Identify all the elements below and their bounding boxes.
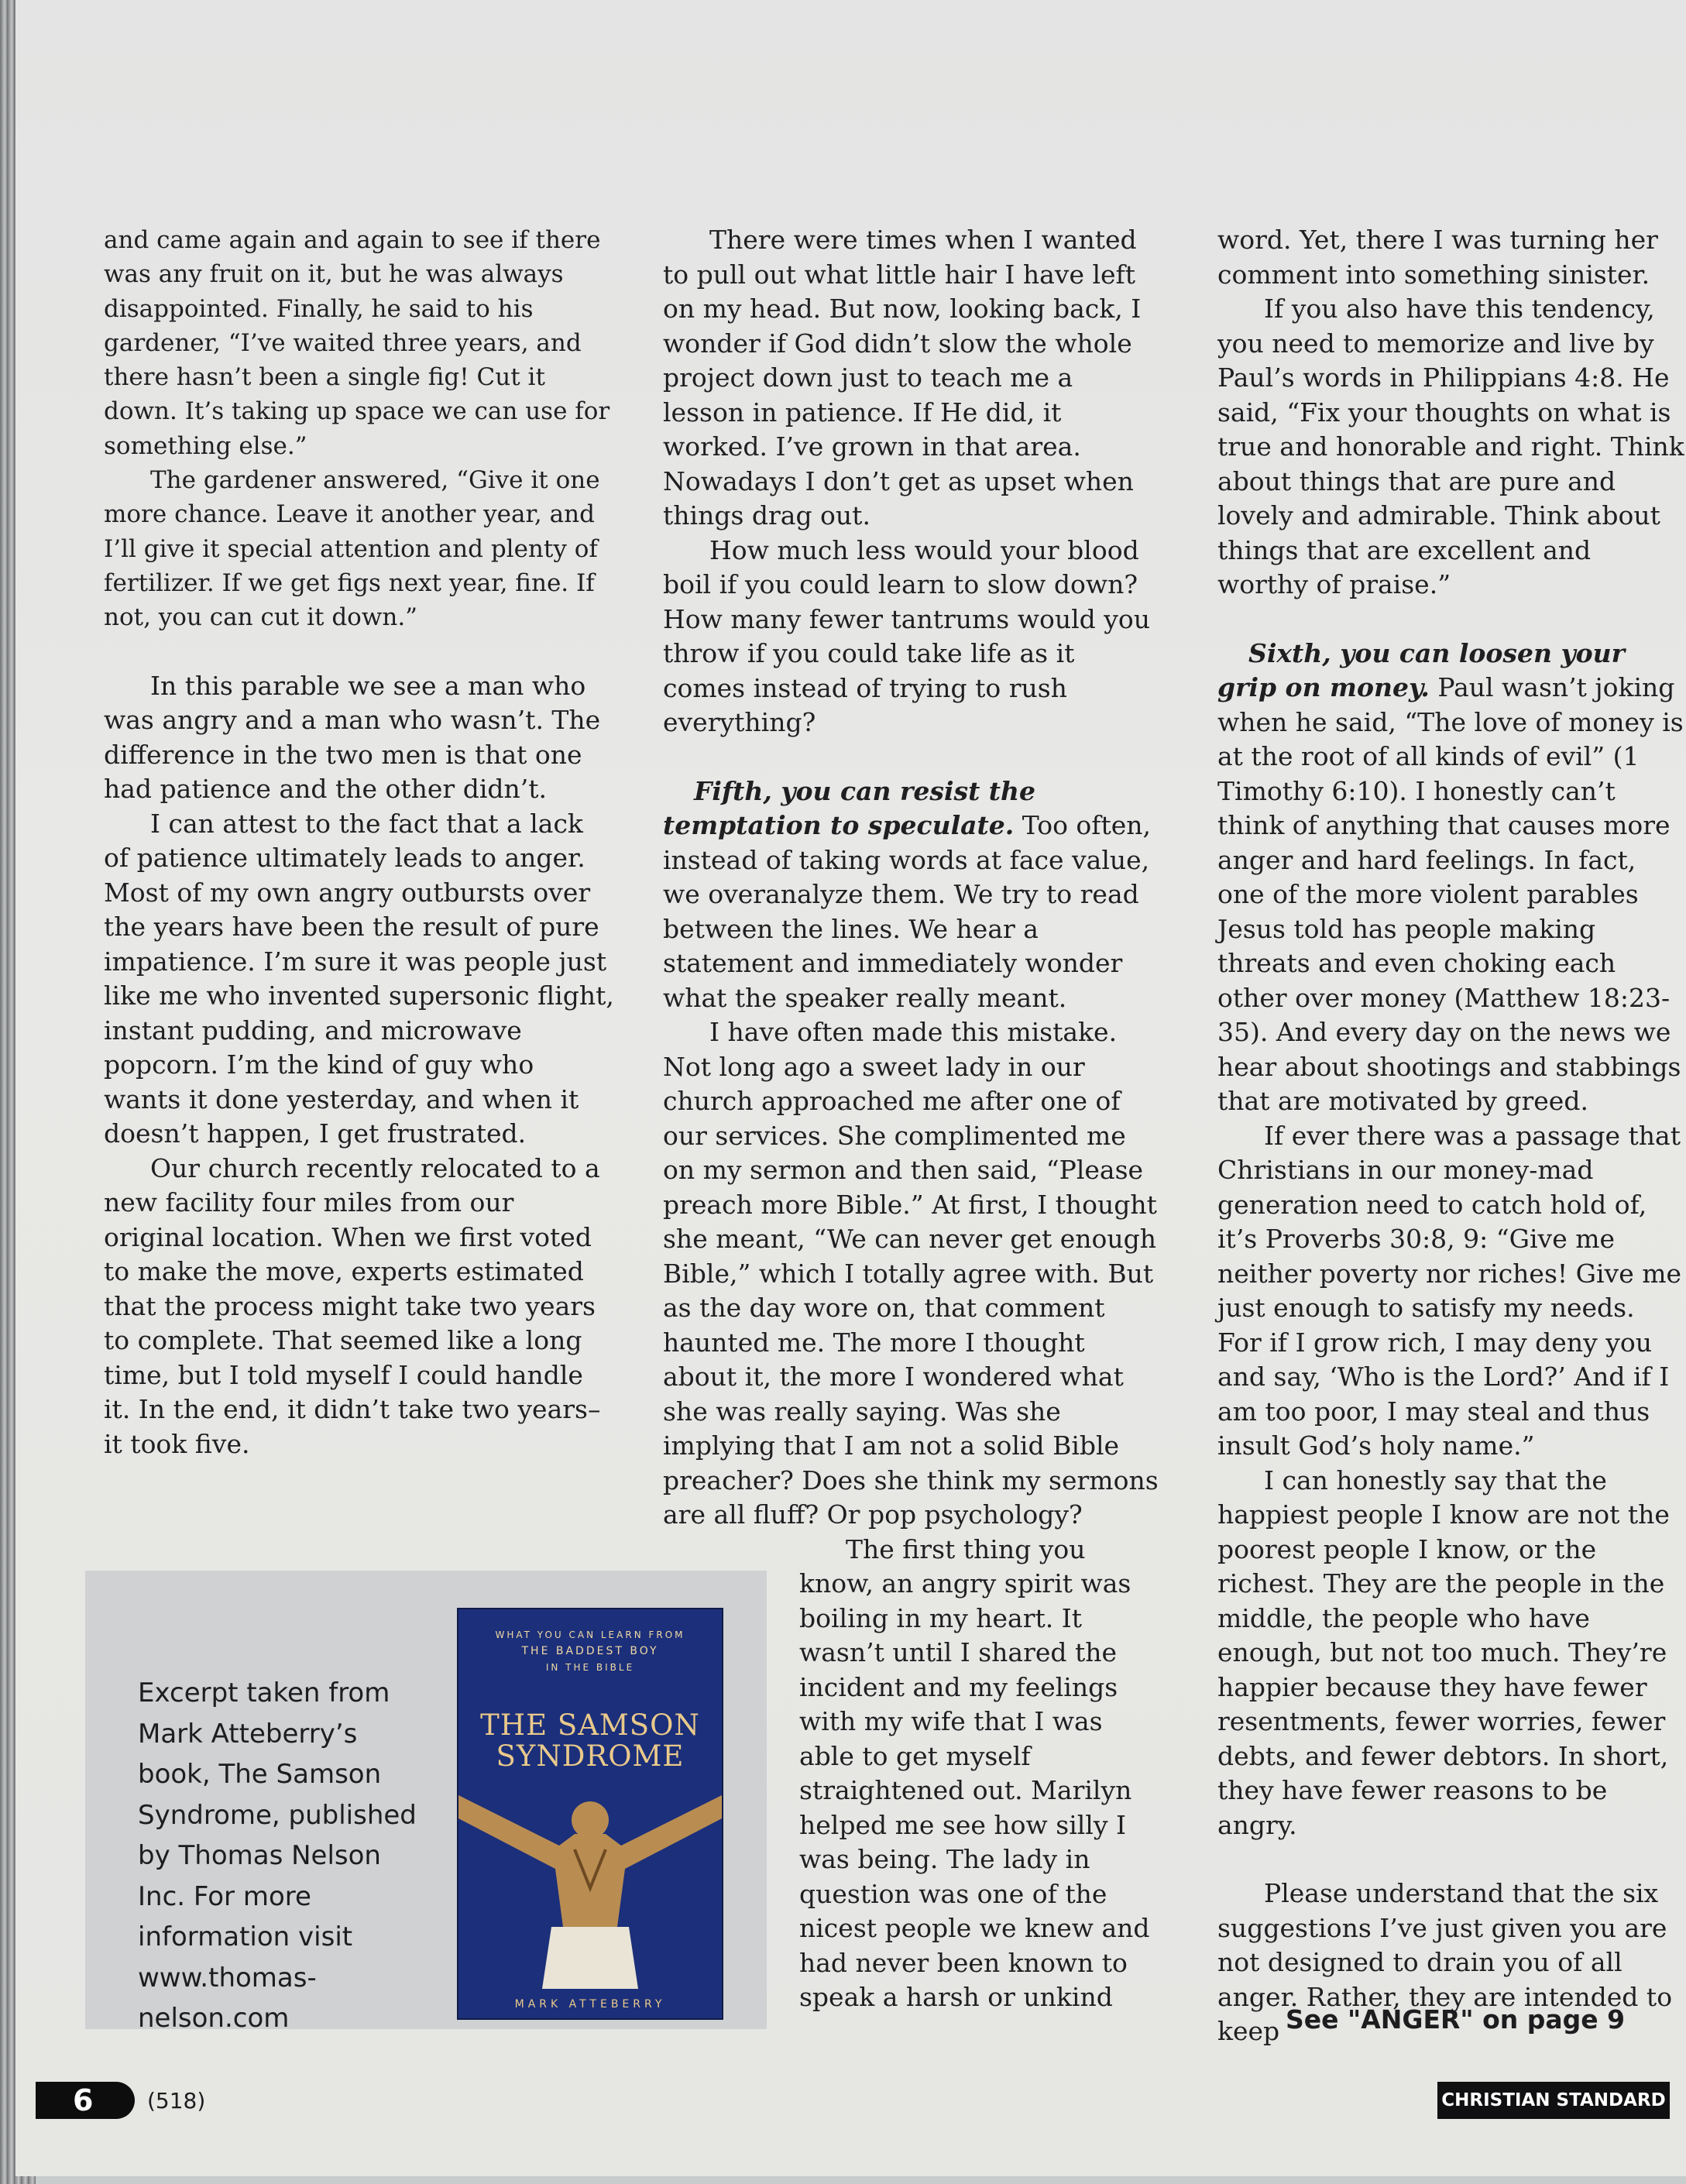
excerpt-credit-text: Excerpt taken from Mark Atteberry’s book, The Samson Syndrome, published by Thomas Nelson Inc. For more information visit www.thomas-nelson.com — [138, 1677, 417, 2034]
body-paragraph: If ever there was a passage that Christians in our money-mad generation need to catch hold of, it’s Proverbs 30:8, 9: “Give me neither poverty nor riches! Give me just enough to satisfy my needs. For if I grow rich, I may deny you and say, ‘Who is the Lord?’ And if I am too poor, I may steal and thus insult God’s holy name.” — [1217, 1120, 1682, 1461]
section-lead-fifth: Fifth, you can resist the temptation to speculate. — [663, 775, 1036, 840]
body-paragraph: I can attest to the fact that a lack of patience ultimately leads to anger. Most of my own angry outbursts over the years have been the result of pure impatience. I’m sure it was people just like me who invented supersonic flight, instant pudding, and microwave popcorn. I’m the kind of guy who wants it done yesterday, and when it doesn’t happen, I get frustrated. — [104, 808, 614, 1149]
cover-tagline: IN THE BIBLE — [545, 1662, 635, 1673]
body-paragraph: I can honestly say that the happiest people I know are not the poorest people I know, or the richest. They are the people in the middle, the people who have enough, but not too much. They’re happier because they have fewer resentments, fewer worries, fewer debts, and fewer debtors. In short, they have fewer reasons to be angry. — [1217, 1465, 1670, 1840]
cover-tagline: THE BADDEST BOY — [521, 1645, 659, 1657]
column-1 — [104, 223, 615, 1461]
scripture-quote-paragraph: The gardener answered, “Give it one more chance. Leave it another year, and I’ll give it special attention and plenty of fertilizer. If we get figs next year, fine. If not, you can cut it down.” — [104, 466, 600, 632]
cover-tagline: WHAT YOU CAN LEARN FROM — [495, 1629, 685, 1640]
page-number: 6 — [73, 2083, 94, 2117]
body-paragraph: word. Yet, there I was turning her comment into something sinister. — [1217, 225, 1658, 290]
body-paragraph: Our church recently relocated to a new facility four miles from our original location. When we first voted to make the move, experts estimated that the process might take two years to complete. That seemed like a long time, but I told myself I could handle it. In the end, it didn’t take two years–it took five. — [104, 1152, 601, 1459]
cover-title-line: SYNDROME — [496, 1739, 685, 1773]
section-text-fifth: Too often, instead of taking words at face value, we overanalyze them. We try to read between the lines. We hear a statement and immediately wonder what the speaker really meant. — [663, 810, 1152, 1013]
paragraph-gap — [1217, 603, 1686, 637]
paragraph-gap — [104, 635, 615, 669]
body-paragraph: There were times when I wanted to pull out what little hair I have left on my head. But now, looking back, I wonder if God didn’t slow the whole project down just to teach me a lesson in patience. If He did, it worked. I’ve grown in that area. Nowadays I don’t get as upset when things drag out. — [663, 225, 1142, 531]
body-paragraph: How much less would your blood boil if you could learn to slow down? How many fewer tantrums would you throw if you could take life as it comes instead of trying to rush everything? — [663, 534, 1151, 737]
body-paragraph: Please understand that the six suggestions I’ve just given you are not designed to drain you of all anger. Rather, they are intended to keep — [1217, 1878, 1673, 2046]
page-number-badge — [36, 2082, 135, 2119]
body-paragraph: If you also have this tendency, you need to memorize and live by Paul’s words in Philippians 4:8. He said, “Fix your thoughts on what is true and honorable and right. Think about things that are pure and lovely and admirable. Think about things that are excellent and worthy of praise.” — [1217, 294, 1684, 599]
cover-author: MARK ATTEBERRY — [514, 1998, 666, 2011]
excerpt-sidebar — [85, 1571, 767, 2034]
section-lead-sixth: Sixth, you can loosen your grip on money. — [1217, 637, 1626, 702]
column-3 — [1217, 223, 1686, 2049]
section-text-sixth: Paul wasn’t joking when he said, “The love of money is at the root of all kinds of evil” (1 Timothy 6:10). I honestly can’t think of anything that causes more anger and hard feelings. In fact, one of the more violent parables Jesus told has people making threats and even choking each other over money (Matthew 18:23-35). And every day on the news we hear about shootings and stabbings that are motivated by greed. — [1217, 672, 1684, 1116]
paragraph-gap — [1217, 1842, 1686, 1877]
magazine-masthead: CHRISTIAN STANDARD — [1437, 2082, 1670, 2119]
continued-on-page-note: See "ANGER" on page 9 — [1286, 2004, 1626, 2035]
body-paragraph: In this parable we see a man who was angry and a man who wasn’t. The difference in the two men is that one had patience and the other didn’t. — [104, 670, 601, 805]
section-paragraph-sixth — [1217, 637, 1686, 1119]
cover-title — [458, 1710, 722, 1772]
cover-title-line: THE SAMSON — [480, 1708, 700, 1742]
section-paragraph-fifth — [663, 774, 1159, 1016]
body-paragraph: I have often made this mistake. Not long ago a sweet lady in our church approached me after one of our services. She complimented me on my sermon and then said, “Please preach more Bible.” At first, I thought she meant, “We can never get enough Bible,” which I totally agree with. But as the day wore on, that comment haunted me. The more I thought about it, the more I wondered what she was really saying. Was she implying that I am not a solid Bible preacher? Does she think my sermons are all fluff? Or pop psychology? — [663, 1017, 1159, 1530]
paragraph-gap — [663, 740, 1159, 774]
page-reference: (518) — [147, 2088, 206, 2114]
book-cover-image — [457, 1608, 723, 2020]
samson-figure-illustration — [458, 1772, 722, 1989]
body-paragraph: The first thing you know, an angry spirit was boiling in my heart. It wasn’t until I shared the incident and my feelings with my wife that I was able to get myself straightened out. Marilyn helped me see how silly I was being. The lady in question was one of the nicest people we knew and had never been known to speak a harsh or unkind — [799, 1533, 1150, 2012]
scripture-quote-paragraph: and came again and again to see if there was any fruit on it, but he was always disappointed. Finally, he said to his gardener, “I’ve waited three years, and there hasn’t been a single fig! Cut it down. It’s taking up space we can use for something else.” — [104, 226, 610, 460]
